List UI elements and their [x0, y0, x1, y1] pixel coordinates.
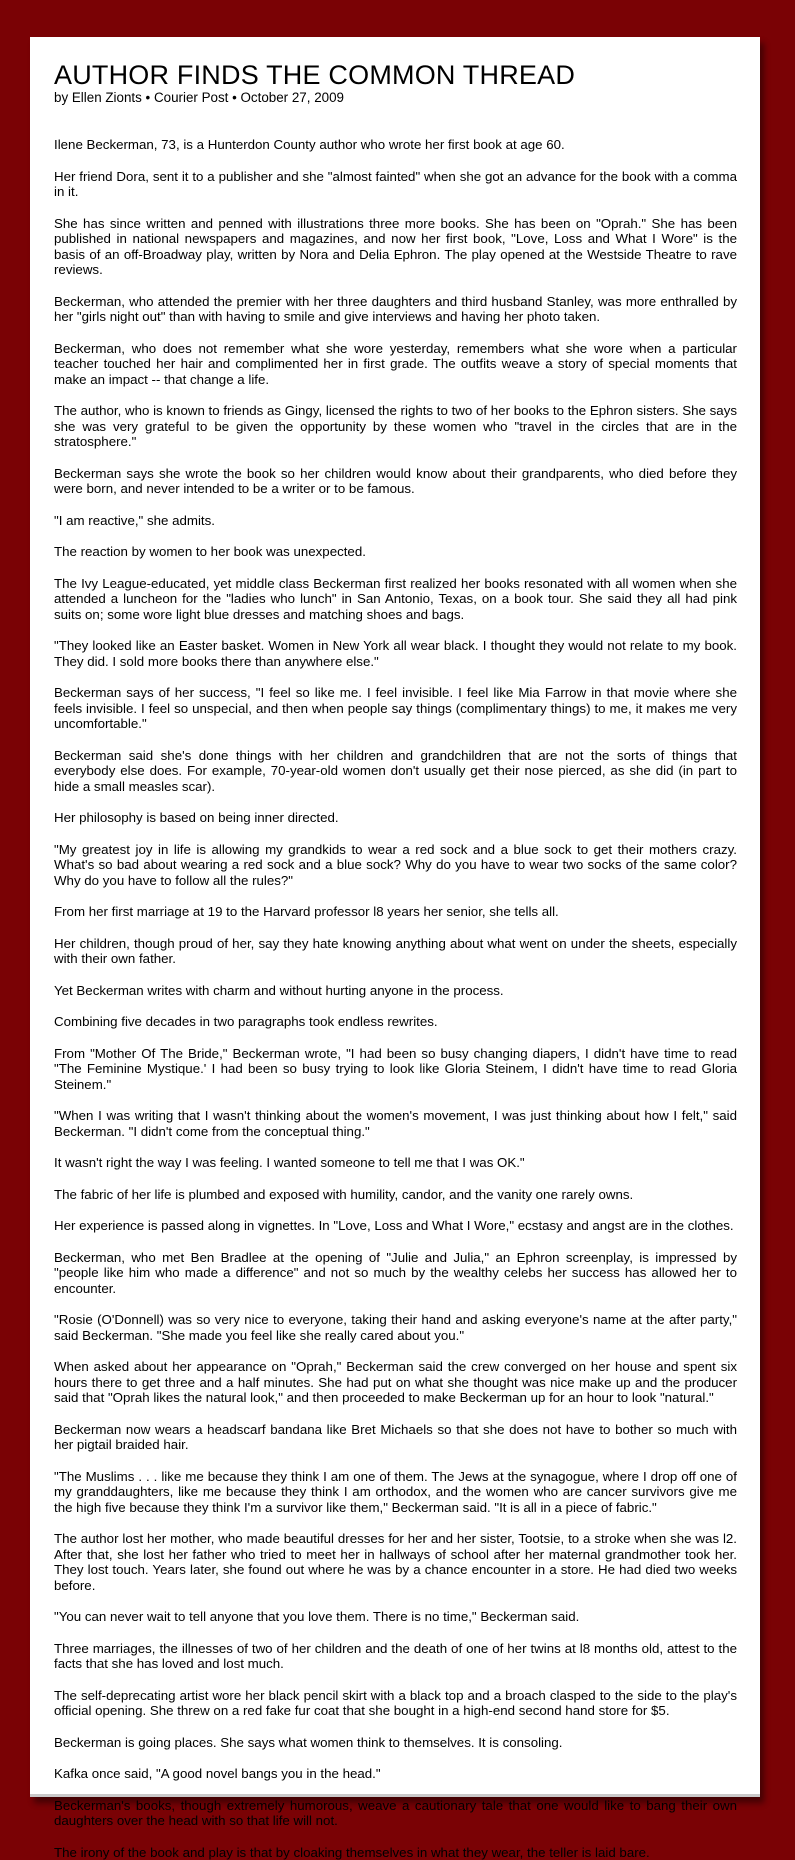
- article-paragraph: The author, who is known to friends as Gingy, licensed the rights to two of her books to the Ephron sisters. She says she was very grateful to be given the opportunity by these women who "travel in the circles that are in the stratosphere.": [54, 403, 737, 450]
- article-paragraph: Beckerman is going places. She says what women think to themselves. It is consoling.: [54, 1735, 737, 1751]
- article-paragraph: The self-deprecating artist wore her black pencil skirt with a black top and a broach clasped to the side to the play's official opening. She threw on a red fake fur coat that she bought in a high-end second hand store for $5.: [54, 1688, 737, 1719]
- article-paragraph: Kafka once said, "A good novel bangs you in the head.": [54, 1766, 737, 1782]
- article-paragraph: The reaction by women to her book was unexpected.: [54, 544, 737, 560]
- article-paragraph: From "Mother Of The Bride," Beckerman wrote, "I had been so busy changing diapers, I didn't have time to read "The Feminine Mystique.' I had been so busy trying to look like Gloria Steinem, I didn't have time to read Gloria Steinem.": [54, 1046, 737, 1093]
- byline: by Ellen Zionts • Courier Post • October 27, 2009: [54, 90, 737, 106]
- article-paragraph: "My greatest joy in life is allowing my grandkids to wear a red sock and a blue sock to get their mothers crazy. What's so bad about wearing a red sock and a blue sock? Why do you have to wear two socks of the same color? Why do you have to follow all the rules?": [54, 842, 737, 889]
- article-paragraph: From her first marriage at 19 to the Harvard professor l8 years her senior, she tells all.: [54, 904, 737, 920]
- article-paragraph: The author lost her mother, who made beautiful dresses for her and her sister, Tootsie, to a stroke when she was l2. After that, she lost her father who tried to meet her in hallways of school after her maternal grandmother took her. They lost touch. Years later, she found out where he was by a chance encounter in a store. He had died two weeks before.: [54, 1531, 737, 1593]
- article-paragraph: "I am reactive," she admits.: [54, 513, 737, 529]
- article-paragraph: "Rosie (O'Donnell) was so very nice to everyone, taking their hand and asking everyone's name at the after party," said Beckerman. "She made you feel like she really cared about you.": [54, 1312, 737, 1343]
- article-paragraph: Beckerman said she's done things with her children and grandchildren that are not the sorts of things that everybody else does. For example, 70-year-old women don't usually get their nose pierced, as she did (in part to hide a small measles scar).: [54, 748, 737, 795]
- article-paragraph: Beckerman, who does not remember what she wore yesterday, remembers what she wore when a particular teacher touched her hair and complimented her in first grade. The outfits weave a story of special moments that make an impact -- that change a life.: [54, 341, 737, 388]
- article-paragraph: Her experience is passed along in vignettes. In "Love, Loss and What I Wore," ecstasy and angst are in the clothes.: [54, 1218, 737, 1234]
- article-paragraph: The Ivy League-educated, yet middle class Beckerman first realized her books resonated with all women when she attended a luncheon for the "ladies who lunch" in San Antonio, Texas, on a book tour. She said they all had pink suits on; some wore light blue dresses and matching shoes and bags.: [54, 576, 737, 623]
- article-paragraph: Combining five decades in two paragraphs took endless rewrites.: [54, 1014, 737, 1030]
- article-paragraph: Yet Beckerman writes with charm and without hurting anyone in the process.: [54, 983, 737, 999]
- article-paragraph: Ilene Beckerman, 73, is a Hunterdon County author who wrote her first book at age 60.: [54, 137, 737, 153]
- article-paragraph: "They looked like an Easter basket. Women in New York all wear black. I thought they would not relate to my book. They did. I sold more books there than anywhere else.": [54, 638, 737, 669]
- article-paragraph: "The Muslims . . . like me because they think I am one of them. The Jews at the synagogue, where I drop off one of my granddaughters, like me because they think I am orthodox, and the women who are cancer survivors give me the high five because they think I'm a survivor like them," Beckerman said. "It is all in a piece of fabric.": [54, 1469, 737, 1516]
- article-paragraph: When asked about her appearance on "Oprah," Beckerman said the crew converged on her house and spent six hours there to get three and a half minutes. She had put on what she thought was nice make up and the producer said that "Oprah likes the natural look," and then proceeded to make Beckerman up for an hour to look "natural.": [54, 1359, 737, 1406]
- article-page: [30, 37, 760, 1797]
- article-paragraph: Beckerman says she wrote the book so her children would know about their grandparents, who died before they were born, and never intended to be a writer or to be famous.: [54, 466, 737, 497]
- article-paragraph: "When I was writing that I wasn't thinking about the women's movement, I was just thinking about how I felt," said Beckerman. "I didn't come from the conceptual thing.": [54, 1108, 737, 1139]
- article-paragraph: It wasn't right the way I was feeling. I wanted someone to tell me that I was OK.": [54, 1155, 737, 1171]
- headline: AUTHOR FINDS THE COMMON THREAD: [54, 61, 737, 90]
- article-body: [54, 137, 737, 1860]
- article-paragraph: Beckerman's books, though extremely humorous, weave a cautionary tale that one would like to bang their own daughters over the head with so that life will not.: [54, 1798, 737, 1829]
- article-paragraph: Her friend Dora, sent it to a publisher and she "almost fainted" when she got an advance for the book with a comma in it.: [54, 169, 737, 200]
- article-paragraph: "You can never wait to tell anyone that you love them. There is no time," Beckerman said.: [54, 1609, 737, 1625]
- article-paragraph: She has since written and penned with illustrations three more books. She has been on "Oprah." She has been published in national newspapers and magazines, and now her first book, "Love, Loss and What I Wore" is the basis of an off-Broadway play, written by Nora and Delia Ephron. The play opened at the Westside Theatre to rave reviews.: [54, 216, 737, 278]
- article-paragraph: Beckerman says of her success, "I feel so like me. I feel invisible. I feel like Mia Farrow in that movie where she feels invisible. I feel so unspecial, and then when people say things (complimentary things) to me, it makes me very uncomfortable.": [54, 685, 737, 732]
- article-paragraph: Her philosophy is based on being inner directed.: [54, 810, 737, 826]
- article-paragraph: Beckerman, who attended the premier with her three daughters and third husband Stanley, was more enthralled by her "girls night out" than with having to smile and give interviews and having her photo taken.: [54, 294, 737, 325]
- article-paragraph: The fabric of her life is plumbed and exposed with humility, candor, and the vanity one rarely owns.: [54, 1187, 737, 1203]
- article-paragraph: Three marriages, the illnesses of two of her children and the death of one of her twins at l8 months old, attest to the facts that she has loved and lost much.: [54, 1641, 737, 1672]
- article-paragraph: Her children, though proud of her, say they hate knowing anything about what went on under the sheets, especially with their own father.: [54, 936, 737, 967]
- article-paragraph: Beckerman now wears a headscarf bandana like Bret Michaels so that she does not have to bother so much with her pigtail braided hair.: [54, 1422, 737, 1453]
- article-paragraph: Beckerman, who met Ben Bradlee at the opening of "Julie and Julia," an Ephron screenplay, is impressed by "people like him who made a difference" and not so much by the wealthy celebs her success has allowed her to encounter.: [54, 1250, 737, 1297]
- article-paragraph: The irony of the book and play is that by cloaking themselves in what they wear, the teller is laid bare.: [54, 1845, 737, 1860]
